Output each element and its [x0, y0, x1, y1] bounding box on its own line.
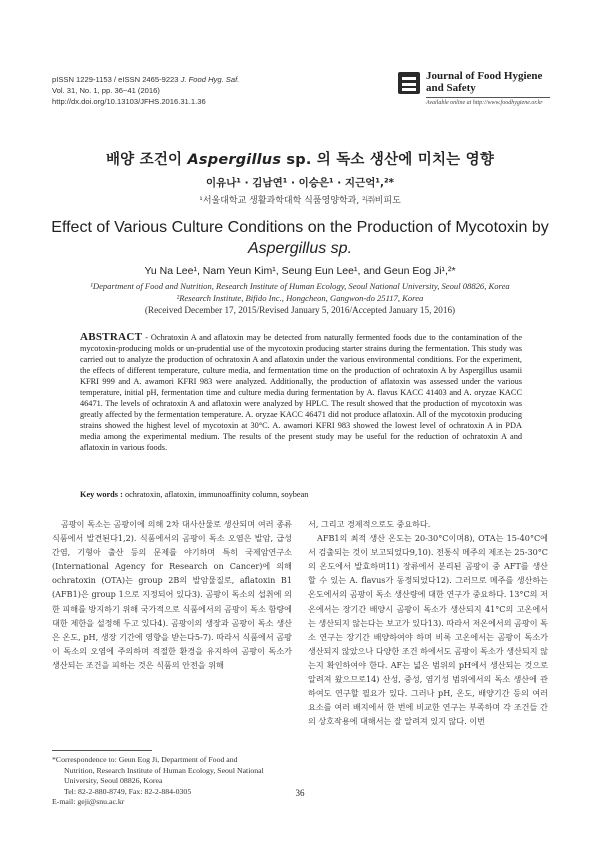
english-title: [0, 217, 600, 259]
keywords: [80, 490, 522, 499]
correspondence-footnote: *Correspondence to: Geun Eog Ji, Department of Food and Nutrition, Research Institute of Human Ecology, Seoul National University, Seoul 08826, Korea Tel: 82-2-880-8749, Fax: 82-2-884-0305 E-mail: geji@snu.ac.kr: [52, 755, 292, 808]
body-column-left: 곰팡이 독소는 곰팡이에 의해 2차 대사산물로 생산되며 여러 종류 식품에서 발견된다1,2). 식품에서의 곰팡이 독소 오염은 발암, 급성 간염, 기형아 출산 등의 문제를 야기하며 특히 국제암연구소(International Agency for Research on Cancer)에 의해 ochratoxin (OTA)는 group 2B의 발암물질로, aflatoxin B1 (AFB1)은 group 1으로 지정되어 있다3). 곰팡이 독소의 섭취에 의한 피해를 방지하기 위해 국가적으로 식품에서의 곰팡이 독소 함량에 대한 제한을 설정해 두고 있다4). 곰팡이의 생장과 곰팡이 독소 생산은 온도, pH, 생장 기간에 영향을 받는다5-7). 따라서 식품에서 곰팡이 독소의 오염에 주의하며 적절한 환경을 유지하여 곰팡이 독소가 생산되는 조건을 피하는 것은 식품의 안전을 위해: [52, 519, 292, 670]
correspondence-email[interactable]: E-mail: geji@snu.ac.kr: [52, 797, 125, 806]
affiliation-1: ¹Department of Food and Nutrition, Research Institute of Human Ecology, Seoul National University, Seoul 08826, Korea: [90, 281, 510, 291]
english-title-line2: Aspergillus sp.: [247, 240, 353, 257]
logo-title-line1: Journal of Food Hygiene: [426, 70, 543, 82]
keywords-label: Key words :: [80, 490, 123, 499]
journal-meta: [52, 74, 239, 107]
body-paragraph: 서, 그리고 경제적으로도 중요하다.: [308, 519, 431, 529]
logo-divider: [426, 97, 550, 98]
korean-title: 배양 조건이 Aspergillus sp. 의 독소 생산에 미치는 영향: [105, 152, 495, 168]
korean-authors: 이유나¹ · 김남연¹ · 이승은¹ · 지근억¹,²*: [205, 177, 395, 189]
keywords-text: ochratoxin, aflatoxin, immunoaffinity column, soybean: [122, 490, 309, 499]
journal-mark-icon: [398, 72, 420, 94]
body-paragraph: AFB1의 최적 생산 온도는 20-30°C이며8), OTA는 15-40°C에서 검출되는 것이 보고되었다9,10). 전통식 메주의 제조는 25-30°C의 온도에서 발효하며11) 장류에서 분리된 곰팡이 중 AFT를 생산 할 수 있는 A. flavus가 동정되었다12). 그러므로 메주를 생산하는 온도에서의 곰팡이 독소 생산량에 대한 연구가 중요하다. 13°C의 저온에서는 장기간 배양시 곰팡이 독소가 생산되지 41°C의 고온에서는 생산되지 않는다는 보고가 있다13). 따라서 저온에서의 곰팡이 독소 연구는 장기간 배양하여야 하며 비록 고온에서는 곰팡이 독소가 생산되지 않았으나 다양한 조건 하에서도 곰팡이 독소가 생산되지 않는지 확인하여야 한다. AF는 넓은 범위의 pH에서 생산되는 것으로 알려져 왔으므로14) 산성, 중성, 염기성 범위에서의 독소 생산에 관하여도 연구할 필요가 있다. 그러나 pH, 온도, 배양기간 등의 여러 요소를 여러 배지에서 한 번에 비교한 연구는 부족하며 각 조건들 간의 상호작용에 대해서는 잘 알려져 있지 않다. 이번: [308, 533, 548, 727]
abstract: [80, 332, 522, 453]
abstract-heading: ABSTRACT: [80, 331, 143, 343]
journal-abbrev: J. Food Hyg. Saf.: [180, 75, 240, 84]
issn: pISSN 1229-1153 / eISSN 2465-9223: [52, 75, 179, 84]
english-title-line1: Effect of Various Culture Conditions on the Production of Mycotoxin by: [51, 219, 549, 236]
footnote-divider: [52, 750, 152, 751]
volume-info: Vol. 31, No. 1, pp. 36~41 (2016): [52, 86, 160, 95]
logo-title-line2: and Safety: [426, 82, 476, 94]
korean-affiliation: ¹서울대학교 생활과학대학 식품영양학과, ²㈜비피도: [199, 196, 401, 206]
doi-link[interactable]: http://dx.doi.org/10.13103/JFHS.2016.31.1.36: [52, 97, 206, 106]
english-authors: Yu Na Lee¹, Nam Yeun Kim¹, Seung Eun Lee¹, and Geun Eog Ji¹,²*: [144, 265, 456, 277]
body-column-right: [308, 517, 548, 728]
english-affiliations: [0, 281, 600, 304]
genus-name: Aspergillus: [187, 152, 282, 168]
received-dates: (Received December 17, 2015/Revised January 5, 2016/Accepted January 15, 2016): [144, 305, 456, 315]
page-number: 36: [295, 788, 305, 798]
logo-url[interactable]: Available online at http://www.foodhygiene.or.kr: [426, 100, 543, 106]
abstract-text: - Ochratoxin A and aflatoxin may be detected from naturally fermented foods due to the contamination of the mycotoxin-producing molds or un-prudential use of the mycotoxin producing starter strains during the fermentation. This study was carried out to analyze the production of ochratoxin A and aflatoxin under the various environmental conditions. For the experiment, the effects of different temperature, culture media, and fermentation time on the production of ochratoxin A by Aspergillus usamii KFRI 999 and A. awamori KFRI 983 were analyzed. Additionally, the production of aflatoxin was assessed under the various temperature, initial pH, fermentation time and culture media during fermentation by A. flavus KACC 41403 and A. oryzae KACC 46471. The levels of ochratoxin A and aflatoxin were analyzed by HPLC. The result showed that the production of mycotoxin was greatly affected by the fermentation temperature. A. oryzae KACC 46471 did not produce aflatoxin. All of the mycotoxin producing strains showed the highest level of mycotoxin at 30°C. A. awamori KFRI 983 showed the lowest level of ochratoxin A in PDA media among the experimental medium. The results of the present study may be useful for the reduction of ochratoxin A and aflatoxin in various foods.: [80, 333, 522, 452]
affiliation-2: ²Research Institute, Bifido Inc., Hongcheon, Gangwon-do 25117, Korea: [176, 292, 424, 303]
journal-logo: [398, 70, 550, 116]
